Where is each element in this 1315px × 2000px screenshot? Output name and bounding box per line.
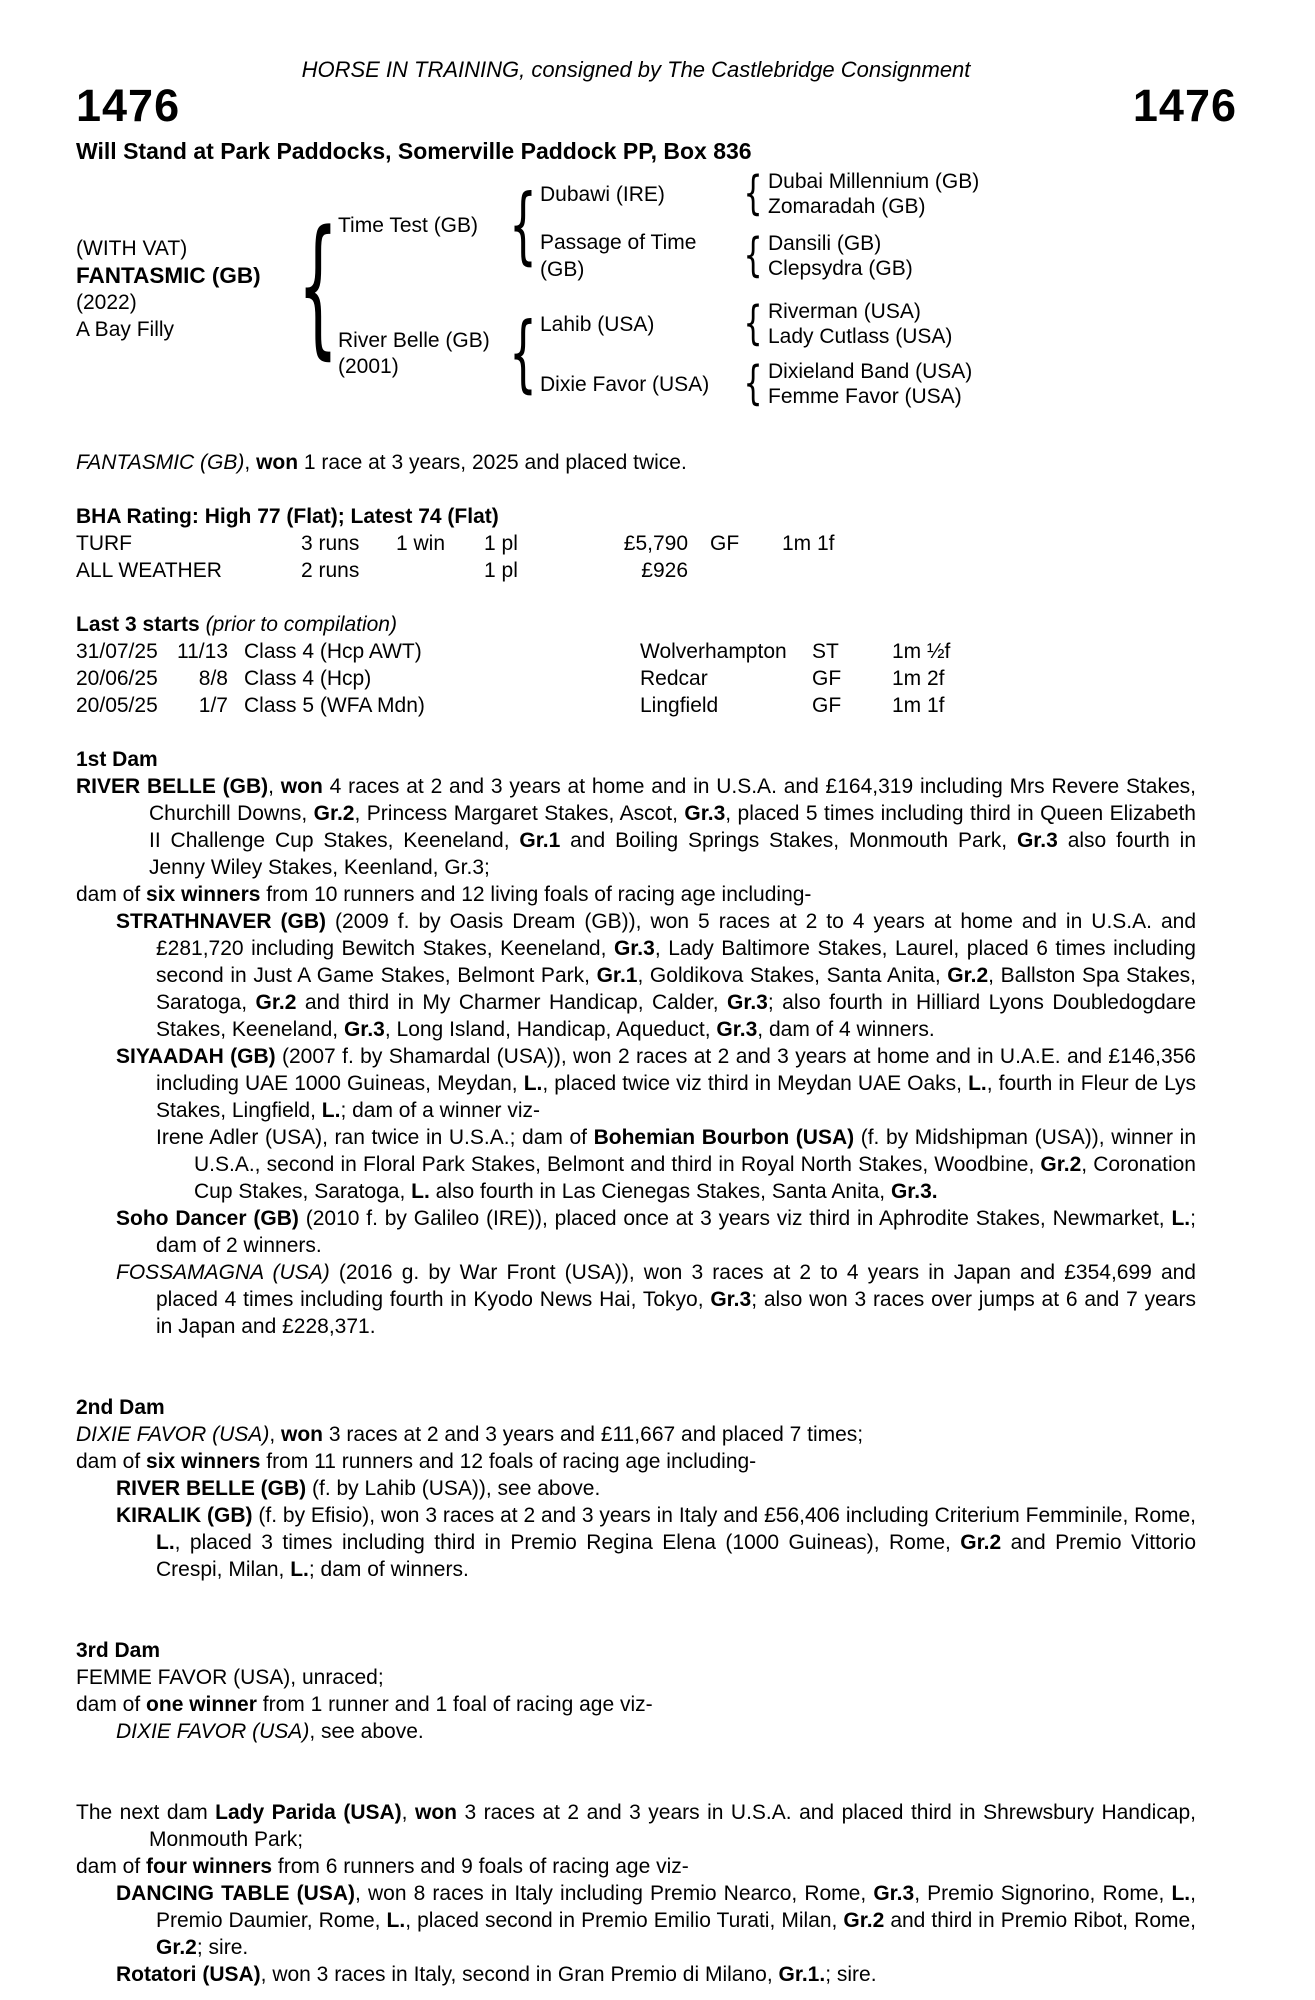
race-distance: 1m ½f bbox=[892, 640, 951, 663]
stand-location-line: Will Stand at Park Paddocks, Somerville Paddock PP, Box 836 bbox=[76, 138, 752, 164]
sire-branch bbox=[338, 166, 980, 284]
finish-position: 11/13 bbox=[177, 640, 228, 663]
grandsire-name: Lahib (USA) bbox=[540, 312, 655, 336]
offspring-paragraph: RIVER BELLE (GB) (f. by Lahib (USA)), see above. bbox=[116, 1477, 601, 1500]
grandsire-group bbox=[540, 296, 972, 352]
subject-block bbox=[76, 235, 298, 343]
pedigree-brace-icon: { bbox=[743, 228, 763, 284]
dam-produce-line: dam of one winner from 1 runner and 1 foal of racing age viz- bbox=[76, 1693, 653, 1716]
great-grandparent-name: Zomaradah (GB) bbox=[768, 195, 926, 218]
sire-name: Time Test (GB) bbox=[338, 214, 479, 237]
race-summary-line: FANTASMIC (GB), won 1 race at 3 years, 2025 and placed twice. bbox=[76, 451, 687, 474]
going-abbrev: ST bbox=[812, 640, 839, 663]
race-distance: 1m 1f bbox=[892, 694, 945, 717]
dam-paragraph: DIXIE FAVOR (USA), won 3 races at 2 and 3 years and £11,667 and placed 7 times; bbox=[76, 1423, 864, 1446]
subject-name: FANTASMIC (GB) bbox=[76, 263, 261, 288]
going-abbrev: GF bbox=[812, 667, 842, 690]
surface-label: ALL WEATHER bbox=[76, 559, 222, 582]
pedigree-branches bbox=[338, 166, 980, 412]
pedigree-brace-icon: { bbox=[743, 356, 763, 412]
pedigree-brace-icon: { bbox=[743, 296, 763, 352]
offspring-paragraph: KIRALIK (GB) (f. by Efisio), won 3 races at 2 and 3 years in Italy and £56,406 including Criterium Femminile, Rome, L., placed 3 times including third in Premio Regina Elena (1000 Guineas), Rome, Gr.2 and Premio Vittorio Crespi, Milan, L.; dam of winners. bbox=[116, 1504, 1197, 1581]
great-grandparent-name: Riverman (USA) bbox=[768, 300, 921, 323]
vat-note: (WITH VAT) bbox=[76, 237, 188, 260]
dam-produce-line: dam of six winners from 10 runners and 12 living foals of racing age including- bbox=[76, 883, 812, 906]
dam-paragraph: FEMME FAVOR (USA), unraced; bbox=[76, 1666, 384, 1689]
offspring-paragraph: DANCING TABLE (USA), won 8 races in Italy including Premio Nearco, Rome, Gr.3, Premio Signorino, Rome, L., Premio Daumier, Rome, L., placed second in Premio Emilio Turati, Milan, Gr.2 and third in Premio Ribot, Rome, Gr.2; sire. bbox=[116, 1882, 1197, 1959]
dam-paragraph: RIVER BELLE (GB), won 4 races at 2 and 3 years at home and in U.S.A. and £164,319 including Mrs Revere Stakes, Churchill Downs, Gr.2, Princess Margaret Stakes, Ascot, Gr.3, placed 5 times including third in Queen Elizabeth II Challenge Cup Stakes, Keeneland, Gr.1 and Boiling Springs Stakes, Monmouth Park, Gr.3 also fourth in Jenny Wiley Stakes, Keenland, Gr.3; bbox=[76, 775, 1197, 879]
earnings-value: £926 bbox=[641, 559, 688, 582]
start-date: 20/05/25 bbox=[76, 694, 158, 717]
pedigree-brace-icon: { bbox=[509, 177, 537, 275]
great-grandparent-name: Clepsydra (GB) bbox=[768, 257, 913, 280]
finish-position: 8/8 bbox=[198, 667, 228, 690]
pedigree-brace-icon: { bbox=[509, 305, 537, 403]
subject-year: (2022) bbox=[76, 291, 137, 314]
course-name: Lingfield bbox=[640, 694, 719, 717]
distance-value bbox=[782, 557, 1196, 584]
dam-year: (2001) bbox=[338, 355, 399, 378]
places-value: 1 pl bbox=[484, 532, 518, 555]
places-value: 1 pl bbox=[484, 559, 518, 582]
offspring-paragraph: DIXIE FAVOR (USA), see above. bbox=[116, 1720, 424, 1743]
dam-produce-line: dam of six winners from 11 runners and 12 foals of racing age including- bbox=[76, 1450, 757, 1473]
offspring-paragraph: Soho Dancer (GB) (2010 f. by Galileo (IRE)), placed once at 3 years viz third in Aphrodite Stakes, Newmarket, L.; dam of 2 winners. bbox=[116, 1207, 1196, 1257]
grandsire-name: Dubawi (IRE) bbox=[540, 182, 665, 206]
third-dam-heading: 3rd Dam bbox=[76, 1639, 161, 1662]
race-class: Class 5 (WFA Mdn) bbox=[244, 694, 425, 717]
race-record-row-turf bbox=[76, 530, 1196, 557]
going-value: GF bbox=[710, 532, 740, 555]
wins-value bbox=[396, 557, 484, 584]
consignment-title: HORSE IN TRAINING, consigned by The Castlebridge Consignment bbox=[301, 57, 971, 82]
pedigree-brace-icon: { bbox=[297, 200, 339, 375]
race-class: Class 4 (Hcp AWT) bbox=[244, 640, 422, 663]
race-distance: 1m 2f bbox=[892, 667, 945, 690]
lot-number-left: 1476 bbox=[76, 80, 181, 131]
offspring-paragraph: Irene Adler (USA), ran twice in U.S.A.; dam of Bohemian Bourbon (USA) (f. by Midshipman (USA)), winner in U.S.A., second in Floral Park Stakes, Belmont and third in Royal North Stakes, Woodbine, Gr.2, Coronation Cup Stakes, Saratoga, L. also fourth in Las Cienegas Stakes, Santa Anita, Gr.3. bbox=[156, 1126, 1197, 1203]
pedigree-brace-icon: { bbox=[743, 166, 763, 222]
start-date: 31/07/25 bbox=[76, 640, 158, 663]
bha-rating-line: BHA Rating: High 77 (Flat); Latest 74 (Flat) bbox=[76, 505, 499, 528]
last-start-row bbox=[76, 692, 1196, 719]
surface-label: TURF bbox=[76, 532, 132, 555]
finish-position: 1/7 bbox=[198, 694, 228, 717]
great-grandparent-name: Lady Cutlass (USA) bbox=[768, 325, 953, 348]
dam-produce-line: dam of four winners from 6 runners and 9 foals of racing age viz- bbox=[76, 1855, 689, 1878]
last-start-row bbox=[76, 665, 1196, 692]
going-value bbox=[688, 557, 782, 584]
pedigree-tree bbox=[76, 166, 1196, 412]
great-grandparent-name: Femme Favor (USA) bbox=[768, 385, 962, 408]
first-dam-heading: 1st Dam bbox=[76, 748, 158, 771]
last-start-row bbox=[76, 638, 1196, 665]
lot-number-row bbox=[76, 80, 1237, 131]
going-abbrev: GF bbox=[812, 694, 842, 717]
dam-branch bbox=[338, 296, 979, 412]
great-grandparent-name: Dixieland Band (USA) bbox=[768, 360, 973, 383]
offspring-paragraph: STRATHNAVER (GB) (2009 f. by Oasis Dream (GB)), won 5 races at 2 to 4 years at home and in U.S.A. and £281,720 including Bewitch Stakes, Keeneland, Gr.3, Lady Baltimore Stakes, Laurel, placed 6 times including second in Just A Game Stakes, Belmont Park, Gr.1, Goldikova Stakes, Santa Anita, Gr.2, Ballston Spa Stakes, Saratoga, Gr.2 and third in My Charmer Handicap, Calder, Gr.3; also fourth in Hilliard Lyons Doubledogdare Stakes, Keeneland, Gr.3, Long Island, Handicap, Aqueduct, Gr.3, dam of 4 winners. bbox=[116, 910, 1197, 1041]
next-dam-paragraph: The next dam Lady Parida (USA), won 3 races at 2 and 3 years in U.S.A. and placed third in Shrewsbury Handicap, Monmouth Park; bbox=[76, 1801, 1197, 1851]
dam-name: River Belle (GB) bbox=[338, 329, 490, 352]
course-name: Wolverhampton bbox=[640, 640, 787, 663]
offspring-paragraph: SIYAADAH (GB) (2007 f. by Shamardal (USA)), won 2 races at 2 and 3 years at home and in U.A.E. and £146,356 including UAE 1000 Guineas, Meydan, L., placed twice viz third in Meydan UAE Oaks, L., fourth in Fleur de Lys Stakes, Lingfield, L.; dam of a winner viz- bbox=[116, 1045, 1197, 1122]
great-grandparent-name: Dansili (GB) bbox=[768, 232, 882, 255]
granddam-group bbox=[540, 229, 979, 283]
last-starts-heading: Last 3 starts (prior to compilation) bbox=[76, 613, 397, 636]
race-record-row-allweather bbox=[76, 557, 1196, 584]
start-date: 20/06/25 bbox=[76, 667, 158, 690]
race-class: Class 4 (Hcp) bbox=[244, 667, 372, 690]
grandsire-group bbox=[540, 166, 980, 222]
granddam-group bbox=[540, 356, 973, 412]
runs-value: 3 runs bbox=[301, 532, 360, 555]
second-dam-heading: 2nd Dam bbox=[76, 1396, 165, 1419]
runs-value: 2 runs bbox=[301, 559, 360, 582]
sire-block bbox=[338, 213, 506, 239]
dam-block bbox=[338, 328, 506, 380]
distance-value: 1m 1f bbox=[782, 532, 835, 555]
lot-number-right: 1476 bbox=[1132, 80, 1237, 131]
great-grandparent-name: Dubai Millennium (GB) bbox=[768, 170, 980, 193]
granddam-name: Passage of Time (GB) bbox=[540, 231, 697, 281]
wins-value: 1 win bbox=[396, 532, 446, 555]
course-name: Redcar bbox=[640, 667, 708, 690]
granddam-name: Dixie Favor (USA) bbox=[540, 372, 710, 396]
subject-description: A Bay Filly bbox=[76, 318, 175, 341]
earnings-value: £5,790 bbox=[623, 532, 688, 555]
offspring-paragraph: Rotatori (USA), won 3 races in Italy, second in Gran Premio di Milano, Gr.1.; sire. bbox=[116, 1963, 877, 1986]
offspring-paragraph: FOSSAMAGNA (USA) (2016 g. by War Front (USA)), won 3 races at 2 to 4 years in Japan and £354,699 and placed 4 times including fourth in Kyodo News Hai, Tokyo, Gr.3; also won 3 races over jumps at 6 and 7 years in Japan and £228,371. bbox=[116, 1261, 1196, 1338]
